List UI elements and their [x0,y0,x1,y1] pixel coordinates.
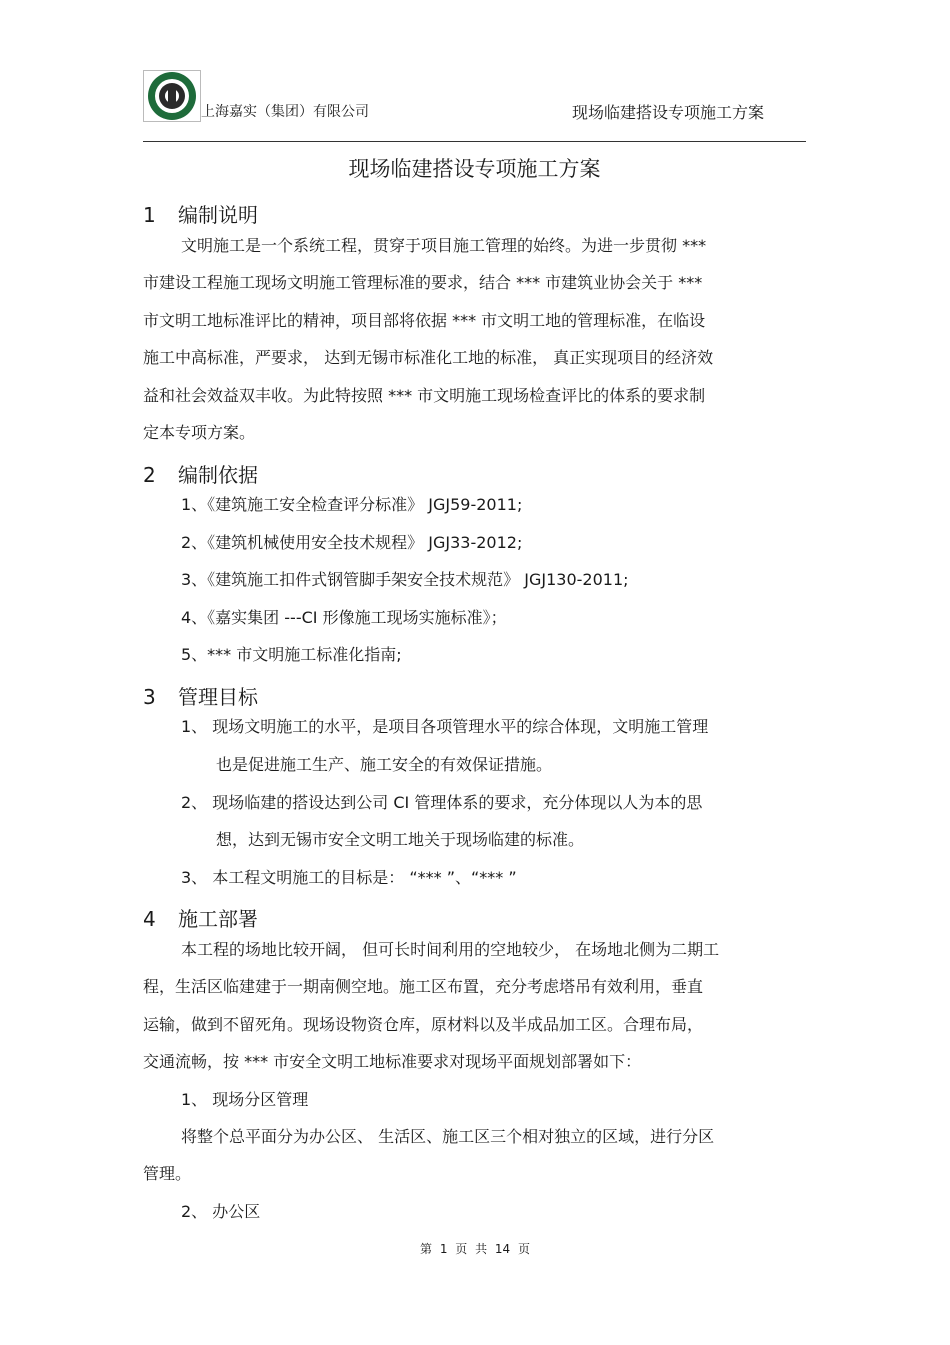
section-title: 施工部署 [178,907,258,931]
list-item: 1、 现场文明施工的水平，是项目各项管理水平的综合体现，文明施工管理 [181,717,709,736]
section-heading-2 [143,459,258,488]
list-item: 3、《建筑施工扣件式钢管脚手架安全技术规范》 JGJ130-2011; [181,570,629,589]
section-title: 编制依据 [178,463,258,487]
list-item: 1、《建筑施工安全检查评分标准》 JGJ59-2011; [181,495,523,514]
paragraph-line: 运输，做到不留死角。现场设物资仓库，原材料以及半成品加工区。合理布局， [143,1015,704,1034]
list-item: 3、 本工程文明施工的目标是： “*** ”、“*** ” [181,868,517,887]
list-item: 4、《嘉实集团 ---CI 形像施工现场实施标准》； [181,608,507,627]
paragraph-line: 将整个总平面分为办公区、 生活区、施工区三个相对独立的区域，进行分区 [181,1127,715,1146]
sub-heading: 2、 办公区 [181,1202,261,1221]
section-title: 管理目标 [178,685,258,709]
section-title: 编制说明 [178,203,258,227]
paragraph-line: 管理。 [143,1164,192,1183]
list-item-continuation: 也是促进施工生产、施工安全的有效保证措施。 [216,755,553,774]
paragraph-line: 市文明工地标准评比的精神，项目部将依据 *** 市文明工地的管理标准，在临设 [143,311,706,330]
page-footer: 第 1 页 共 14 页 [420,1242,530,1256]
paragraph-line: 定本专项方案。 [143,423,256,442]
section-number: 3 [143,685,156,709]
section-heading-1 [143,199,258,228]
list-item: 5、*** 市文明施工标准化指南; [181,645,402,664]
page-title: 现场临建搭设专项施工方案 [348,157,601,181]
section-number: 2 [143,463,156,487]
company-logo [143,70,201,122]
section-heading-3 [143,681,258,710]
paragraph-line: 程，生活区临建建于一期南侧空地。施工区布置，充分考虑塔吊有效利用，垂直 [143,977,704,996]
header-divider [143,141,806,142]
header-doc-title: 现场临建搭设专项施工方案 [572,103,765,122]
section-heading-4 [143,903,258,932]
list-item: 2、 现场临建的搭设达到公司 CI 管理体系的要求，充分体现以人为本的思 [181,793,703,812]
paragraph-line: 施工中高标准，严要求， 达到无锡市标准化工地的标准， 真正实现项目的经济效 [143,348,714,367]
paragraph-line: 本工程的场地比较开阔， 但可长时间利用的空地较少， 在场地北侧为二期工 [181,940,720,959]
list-item: 2、《建筑机械使用安全技术规程》 JGJ33-2012; [181,533,523,552]
paragraph-line: 市建设工程施工现场文明施工管理标准的要求，结合 *** 市建筑业协会关于 *** [143,273,703,292]
section-number: 1 [143,203,156,227]
section-number: 4 [143,907,156,931]
paragraph-line: 文明施工是一个系统工程，贯穿于项目施工管理的始终。为进一步贯彻 *** [181,236,707,255]
company-name: 上海嘉实（集团）有限公司 [201,104,369,120]
paragraph-line: 益和社会效益双丰收。为此特按照 *** 市文明施工现场检查评比的体系的要求制 [143,386,706,405]
paragraph-line: 交通流畅，按 *** 市安全文明工地标准要求对现场平面规划部署如下： [143,1052,642,1071]
list-item-continuation: 想，达到无锡市安全文明工地关于现场临建的标准。 [216,830,585,849]
sub-heading: 1、 现场分区管理 [181,1090,309,1109]
